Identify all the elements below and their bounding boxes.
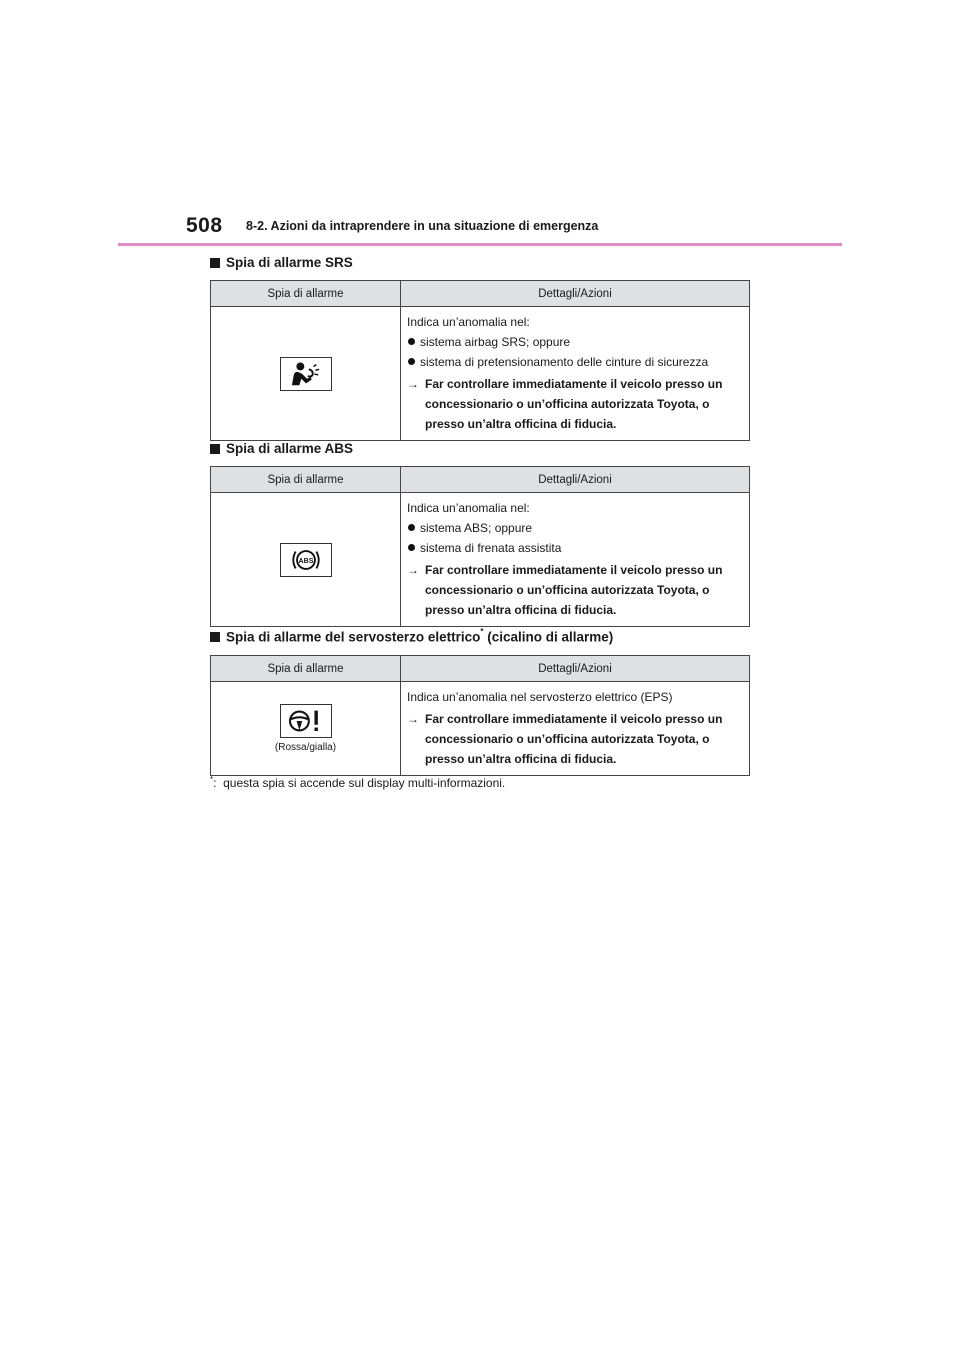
action-line: Far controllare immediatamente il veicolo presso un (425, 563, 723, 577)
table-row (211, 307, 750, 441)
section-heading-eps (210, 629, 613, 645)
steering-wheel-warning-icon (280, 704, 332, 738)
footnote (210, 775, 505, 790)
col-header-light: Spia di allarme (211, 281, 401, 307)
col-header-light: Spia di allarme (211, 656, 401, 682)
table-header-row (211, 281, 750, 307)
action-line: presso un’altra officina di fiducia. (425, 752, 617, 766)
section-heading-text: Spia di allarme SRS (226, 255, 353, 270)
icon-cell (211, 493, 401, 627)
table-row (211, 493, 750, 627)
action-instruction (407, 374, 743, 434)
icon-cell (211, 307, 401, 441)
action-line: Far controllare immediatamente il veicolo presso un (425, 377, 723, 391)
table-header-row (211, 656, 750, 682)
section-heading-text: Spia di allarme ABS (226, 441, 354, 456)
bullet-text: sistema airbag SRS; oppure (420, 335, 571, 349)
table-header-row (211, 467, 750, 493)
details-cell (401, 493, 750, 627)
footnote-mark: * (210, 775, 214, 784)
col-header-light: Spia di allarme (211, 467, 401, 493)
bullet-dot-icon (408, 358, 415, 365)
action-line: concessionario o un’officina autorizzata Toyota, o (425, 397, 710, 411)
action-instruction (407, 560, 743, 620)
square-bullet-icon (210, 632, 220, 642)
section-heading-srs (210, 255, 353, 270)
bullet-text: sistema di pretensionamento delle cinture di sicurezza (420, 355, 709, 369)
icon-caption: (Rossa/gialla) (274, 742, 337, 753)
page-number: 508 (186, 214, 223, 237)
abs-icon-text: ABS (298, 557, 313, 565)
bullet-dot-icon (408, 544, 415, 551)
abs-icon (280, 543, 332, 577)
square-bullet-icon (210, 258, 220, 268)
srs-airbag-icon (280, 357, 332, 391)
section-heading-abs (210, 441, 353, 456)
action-line: concessionario o un’officina autorizzata Toyota, o (425, 583, 710, 597)
table-row (211, 682, 750, 776)
action-line: concessionario o un’officina autorizzata Toyota, o (425, 732, 710, 746)
bullet-text: sistema di frenata assistita (420, 541, 562, 555)
arrow-right-icon: → (407, 563, 419, 577)
details-cell (401, 307, 750, 441)
list-item (407, 518, 743, 538)
bullet-dot-icon (408, 338, 415, 345)
srs-warning-table (210, 280, 750, 441)
chapter-title: 8-2. Azioni da intraprendere in una situazione di emergenza (246, 219, 599, 233)
details-cell (401, 682, 750, 776)
header-rule (118, 243, 842, 246)
list-item (407, 352, 743, 372)
list-item (407, 538, 743, 558)
eps-warning-table (210, 655, 750, 776)
square-bullet-icon (210, 444, 220, 454)
col-header-details: Dettagli/Azioni (401, 281, 750, 307)
section-heading-text: Spia di allarme del servosterzo elettrico* (cicalino di allarme) (226, 627, 614, 645)
col-header-details: Dettagli/Azioni (401, 656, 750, 682)
action-line: presso un’altra officina di fiducia. (425, 603, 617, 617)
arrow-right-icon: → (407, 377, 419, 391)
bullet-text: sistema ABS; oppure (420, 521, 533, 535)
footnote-text: : questa spia si accende sul display multi-informazioni. (213, 776, 506, 790)
list-item (407, 332, 743, 352)
bullet-dot-icon (408, 524, 415, 531)
abs-warning-table (210, 466, 750, 627)
arrow-right-icon: → (407, 712, 419, 726)
action-line: Far controllare immediatamente il veicolo presso un (425, 712, 723, 726)
col-header-details: Dettagli/Azioni (401, 467, 750, 493)
details-intro: Indica un’anomalia nel servosterzo elettrico (EPS) (407, 690, 673, 704)
action-instruction (407, 709, 743, 769)
details-intro: Indica un’anomalia nel: (407, 501, 530, 515)
action-line: presso un’altra officina di fiducia. (425, 417, 617, 431)
icon-cell (211, 682, 401, 776)
details-intro: Indica un’anomalia nel: (407, 315, 530, 329)
